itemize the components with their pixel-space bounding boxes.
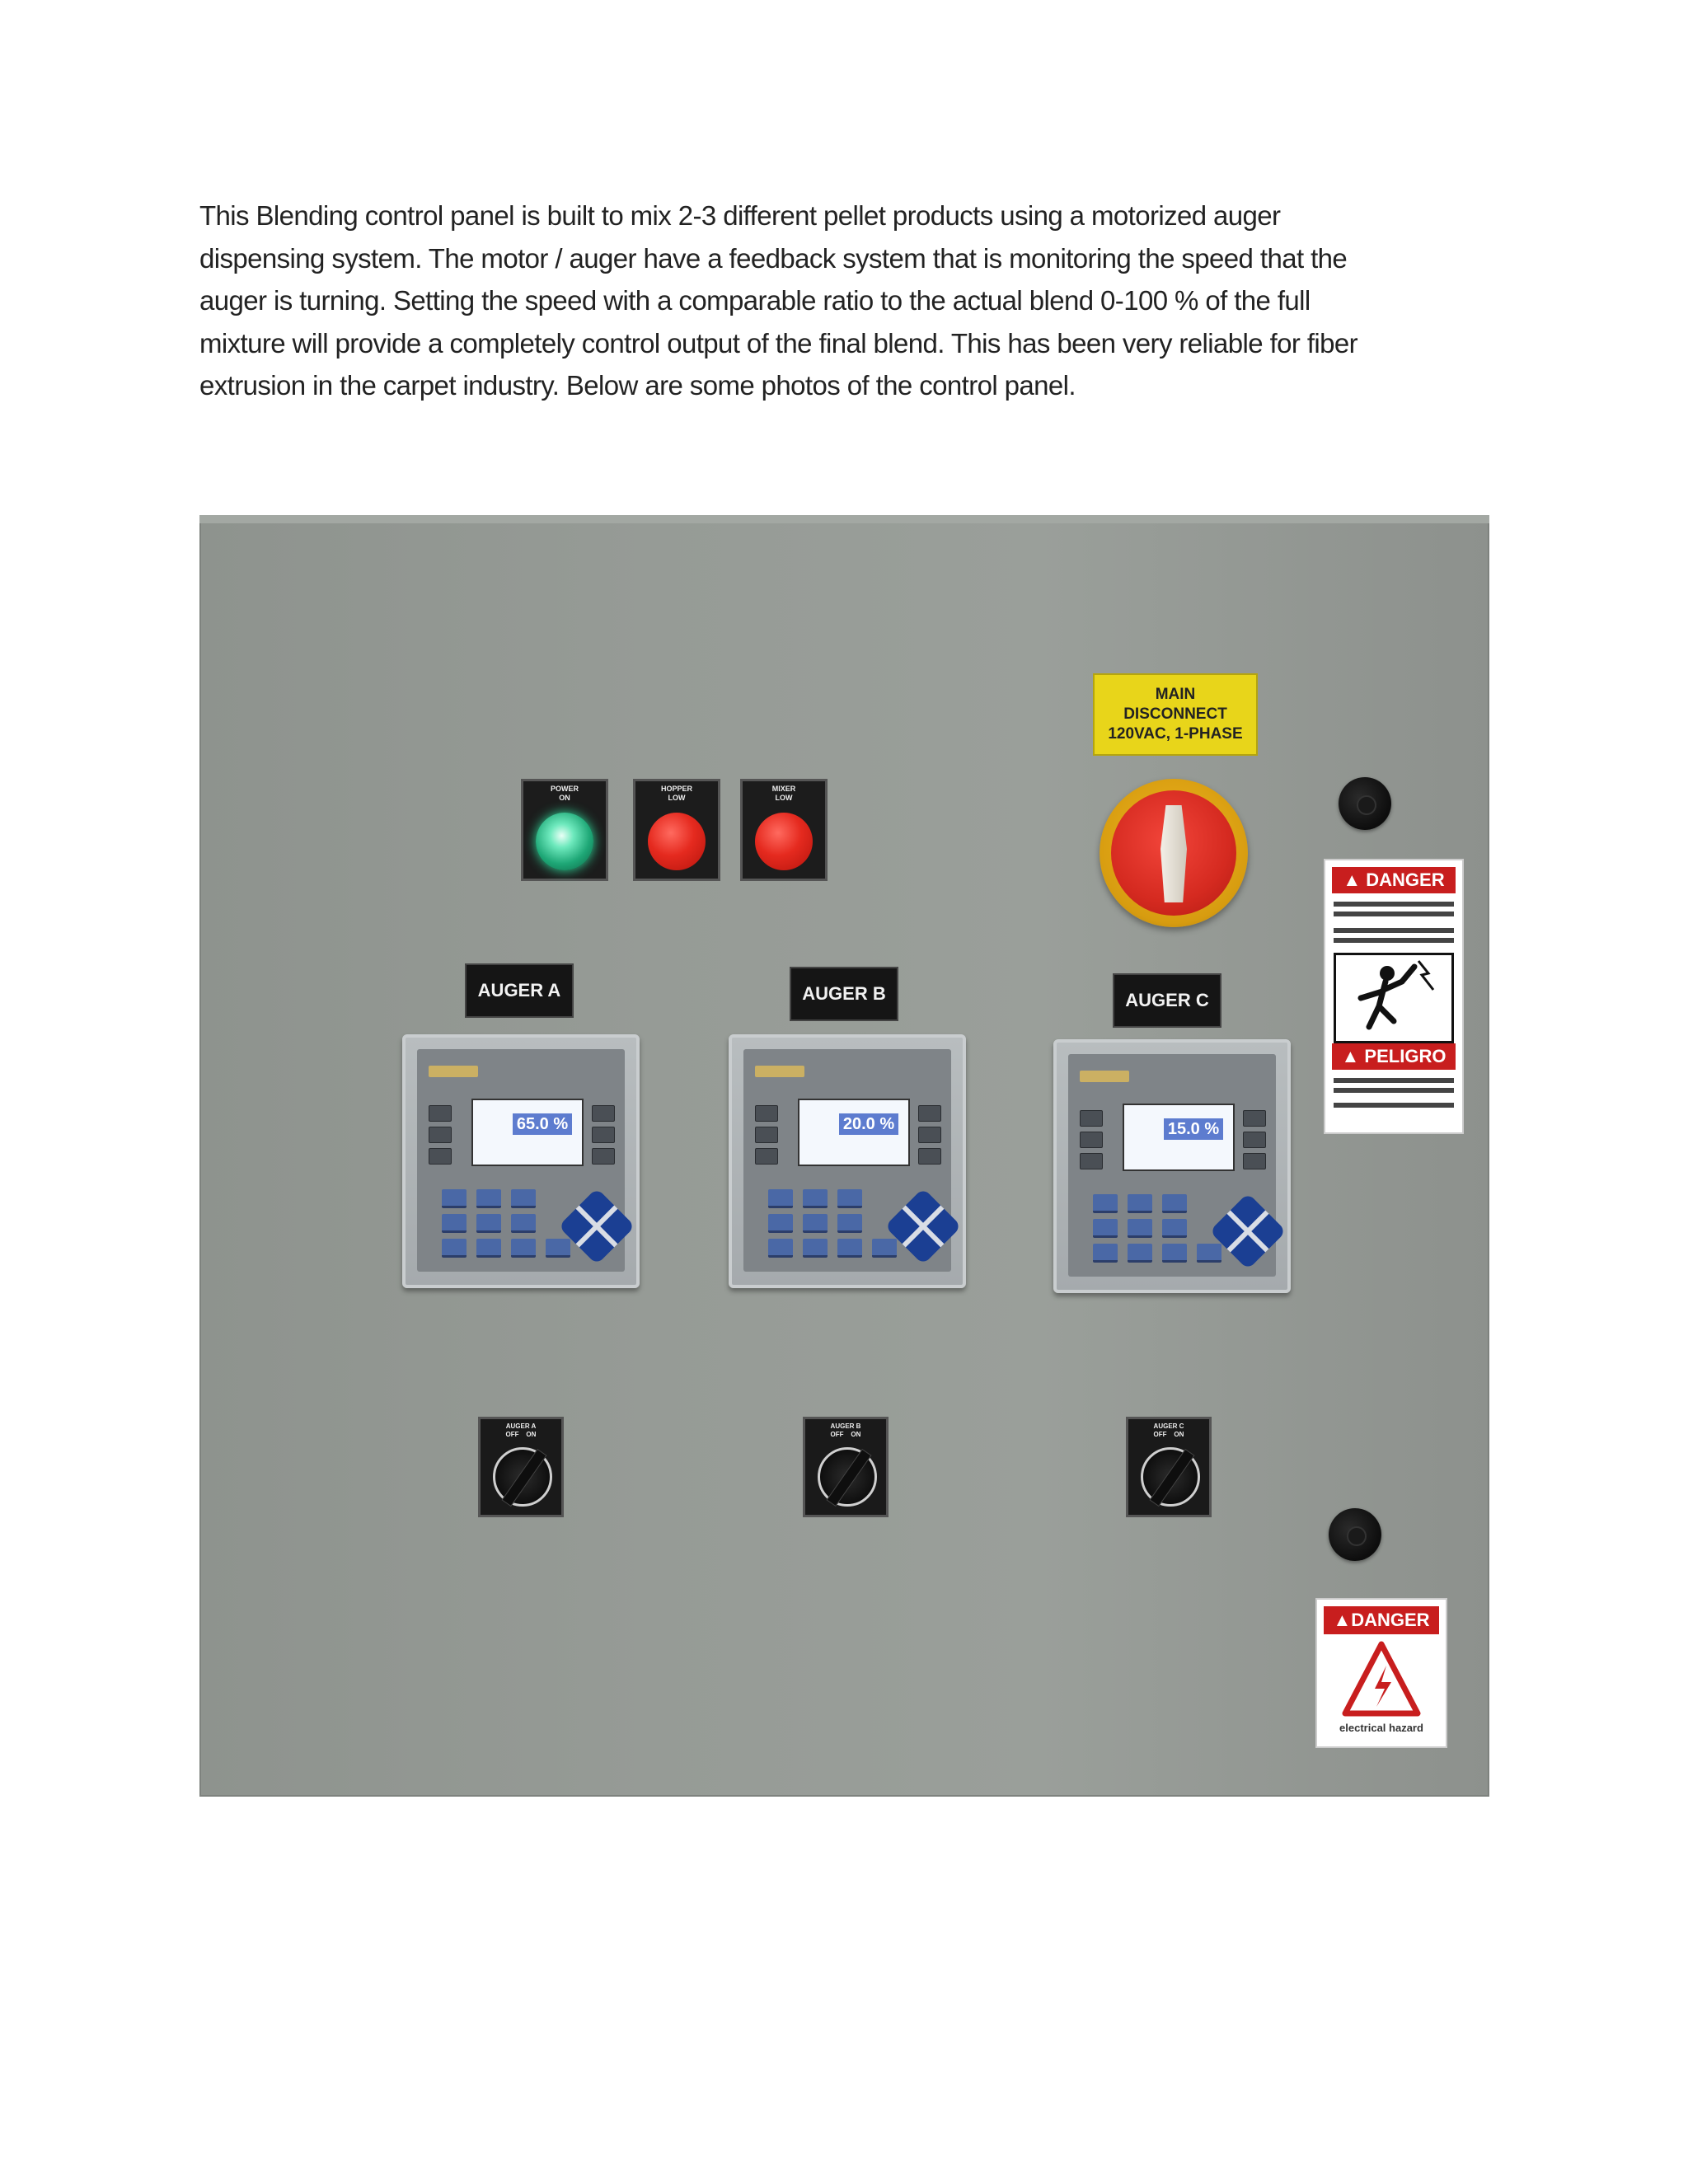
hmi-key xyxy=(592,1127,615,1143)
hmi-key xyxy=(1080,1110,1103,1127)
hmi-num-key xyxy=(837,1189,862,1208)
hmi-num-key xyxy=(1128,1194,1152,1213)
hmi-num-key xyxy=(803,1214,828,1233)
hmi-logo xyxy=(1080,1071,1129,1082)
label-text-line xyxy=(1334,1078,1454,1083)
panel-edge xyxy=(199,515,1489,523)
hmi-readout: 15.0 % xyxy=(1164,1118,1223,1140)
green-lens xyxy=(536,813,593,870)
hmi-num-key xyxy=(837,1239,862,1258)
hmi-key xyxy=(429,1127,452,1143)
hmi-key xyxy=(755,1105,778,1122)
danger-header: ▲DANGER xyxy=(1324,1606,1439,1634)
hmi-num-key xyxy=(442,1214,467,1233)
hmi-key xyxy=(755,1127,778,1143)
hmi-key xyxy=(918,1105,941,1122)
hmi-key xyxy=(1243,1110,1266,1127)
pilot-legend: POWER ON xyxy=(550,785,579,802)
hmi-num-key xyxy=(768,1189,793,1208)
selector-knob xyxy=(1141,1447,1200,1507)
hmi-key xyxy=(429,1148,452,1165)
selector-handle xyxy=(501,1449,546,1507)
hmi-key xyxy=(1243,1153,1266,1169)
hmi-controller-c xyxy=(1053,1039,1291,1293)
hmi-face xyxy=(417,1049,625,1272)
door-latch xyxy=(1339,777,1391,830)
red-lens xyxy=(648,813,706,870)
label-text-line xyxy=(1334,902,1454,907)
hmi-num-key xyxy=(476,1189,501,1208)
hmi-key xyxy=(918,1127,941,1143)
hmi-num-key xyxy=(1162,1194,1187,1213)
hmi-key xyxy=(1243,1132,1266,1148)
hmi-controller-b xyxy=(729,1034,966,1288)
pilot-light-hopper xyxy=(633,779,720,881)
shock-hazard-pictogram xyxy=(1334,953,1454,1043)
hmi-logo xyxy=(755,1066,804,1077)
selector-knob xyxy=(818,1447,877,1507)
hmi-num-key xyxy=(768,1239,793,1258)
hmi-num-key xyxy=(1093,1194,1118,1213)
hmi-num-key xyxy=(511,1189,536,1208)
selector-switch-b xyxy=(803,1417,889,1517)
danger-label-voltage xyxy=(1324,859,1464,1134)
hmi-key xyxy=(1080,1153,1103,1169)
selector-legend: AUGER B OFF ON xyxy=(830,1422,861,1438)
label-text-line xyxy=(1334,912,1454,916)
hmi-num-key xyxy=(546,1239,570,1258)
hmi-num-key xyxy=(1093,1219,1118,1238)
hmi-num-key xyxy=(768,1214,793,1233)
hmi-face xyxy=(743,1049,951,1272)
main-disconnect-label xyxy=(1093,673,1258,756)
main-disconnect-switch xyxy=(1100,779,1248,927)
selector-switch-c xyxy=(1126,1417,1212,1517)
selector-legend: AUGER A OFF ON xyxy=(505,1422,537,1438)
hmi-screen xyxy=(471,1099,584,1166)
disconnect-handle xyxy=(1160,805,1187,902)
disconnect-label-line: DISCONNECT xyxy=(1123,705,1227,723)
control-panel-photo xyxy=(199,515,1489,1797)
hmi-readout: 65.0 % xyxy=(513,1113,572,1135)
selector-legend: AUGER C OFF ON xyxy=(1153,1422,1184,1438)
hmi-key xyxy=(1080,1132,1103,1148)
hmi-num-key xyxy=(476,1214,501,1233)
paragraph-line: auger is turning. Setting the speed with a comparable ratio to the actual blend 0-100 % of the full xyxy=(199,285,1311,316)
danger-footer: electrical hazard xyxy=(1339,1722,1423,1734)
shock-icon xyxy=(1336,955,1451,1041)
hmi-num-key xyxy=(1128,1244,1152,1263)
electrical-hazard-icon xyxy=(1342,1641,1421,1718)
door-latch xyxy=(1329,1508,1381,1561)
paragraph-line: mixture will provide a completely control output of the final blend. This has been very reliable for fiber xyxy=(199,327,1358,359)
danger-label-electrical xyxy=(1315,1598,1447,1748)
hmi-logo xyxy=(429,1066,478,1077)
pilot-legend: MIXER LOW xyxy=(771,785,796,802)
selector-switch-a xyxy=(478,1417,564,1517)
disconnect-label-line: 120VAC, 1-PHASE xyxy=(1108,725,1243,743)
danger-header: ▲ DANGER xyxy=(1332,867,1456,893)
hmi-num-key xyxy=(837,1214,862,1233)
auger-c-tag: AUGER C xyxy=(1113,973,1221,1028)
hmi-key xyxy=(755,1148,778,1165)
red-lens xyxy=(755,813,813,870)
label-text-line xyxy=(1334,938,1454,943)
hmi-screen xyxy=(1123,1104,1235,1171)
hmi-num-key xyxy=(803,1189,828,1208)
hmi-num-key xyxy=(476,1239,501,1258)
intro-paragraph xyxy=(199,194,1502,407)
label-text-line xyxy=(1334,1103,1454,1108)
paragraph-line: This Blending control panel is built to mix 2-3 different pellet products using a motorized auger xyxy=(199,200,1281,231)
hmi-num-key xyxy=(442,1189,467,1208)
pilot-legend: HOPPER LOW xyxy=(660,785,692,802)
hmi-num-key xyxy=(511,1214,536,1233)
hmi-key xyxy=(592,1148,615,1165)
paragraph-line: extrusion in the carpet industry. Below are some photos of the control panel. xyxy=(199,370,1076,401)
hmi-controller-a xyxy=(402,1034,640,1288)
selector-knob xyxy=(493,1447,552,1507)
hmi-num-key xyxy=(1162,1219,1187,1238)
pilot-light-mixer xyxy=(740,779,828,881)
label-text-line xyxy=(1334,928,1454,933)
hmi-num-key xyxy=(803,1239,828,1258)
hmi-key xyxy=(429,1105,452,1122)
paragraph-line: dispensing system. The motor / auger have a feedback system that is monitoring the speed that the xyxy=(199,242,1348,274)
selector-handle xyxy=(1149,1449,1194,1507)
hmi-key xyxy=(592,1105,615,1122)
hmi-face xyxy=(1068,1054,1276,1277)
peligro-header: ▲ PELIGRO xyxy=(1332,1043,1456,1070)
hmi-num-key xyxy=(442,1239,467,1258)
hmi-num-key xyxy=(872,1239,897,1258)
hmi-num-key xyxy=(1197,1244,1221,1263)
hmi-num-key xyxy=(1128,1219,1152,1238)
hmi-num-key xyxy=(1093,1244,1118,1263)
selector-handle xyxy=(826,1449,871,1507)
auger-b-tag: AUGER B xyxy=(790,967,898,1021)
auger-a-tag: AUGER A xyxy=(465,963,574,1018)
hmi-screen xyxy=(798,1099,910,1166)
hmi-num-key xyxy=(1162,1244,1187,1263)
pilot-light-power xyxy=(521,779,608,881)
hmi-key xyxy=(918,1148,941,1165)
label-text-line xyxy=(1334,1088,1454,1093)
hmi-readout: 20.0 % xyxy=(839,1113,898,1135)
disconnect-label-line: MAIN xyxy=(1155,686,1196,703)
disconnect-knob xyxy=(1111,790,1236,916)
hmi-num-key xyxy=(511,1239,536,1258)
